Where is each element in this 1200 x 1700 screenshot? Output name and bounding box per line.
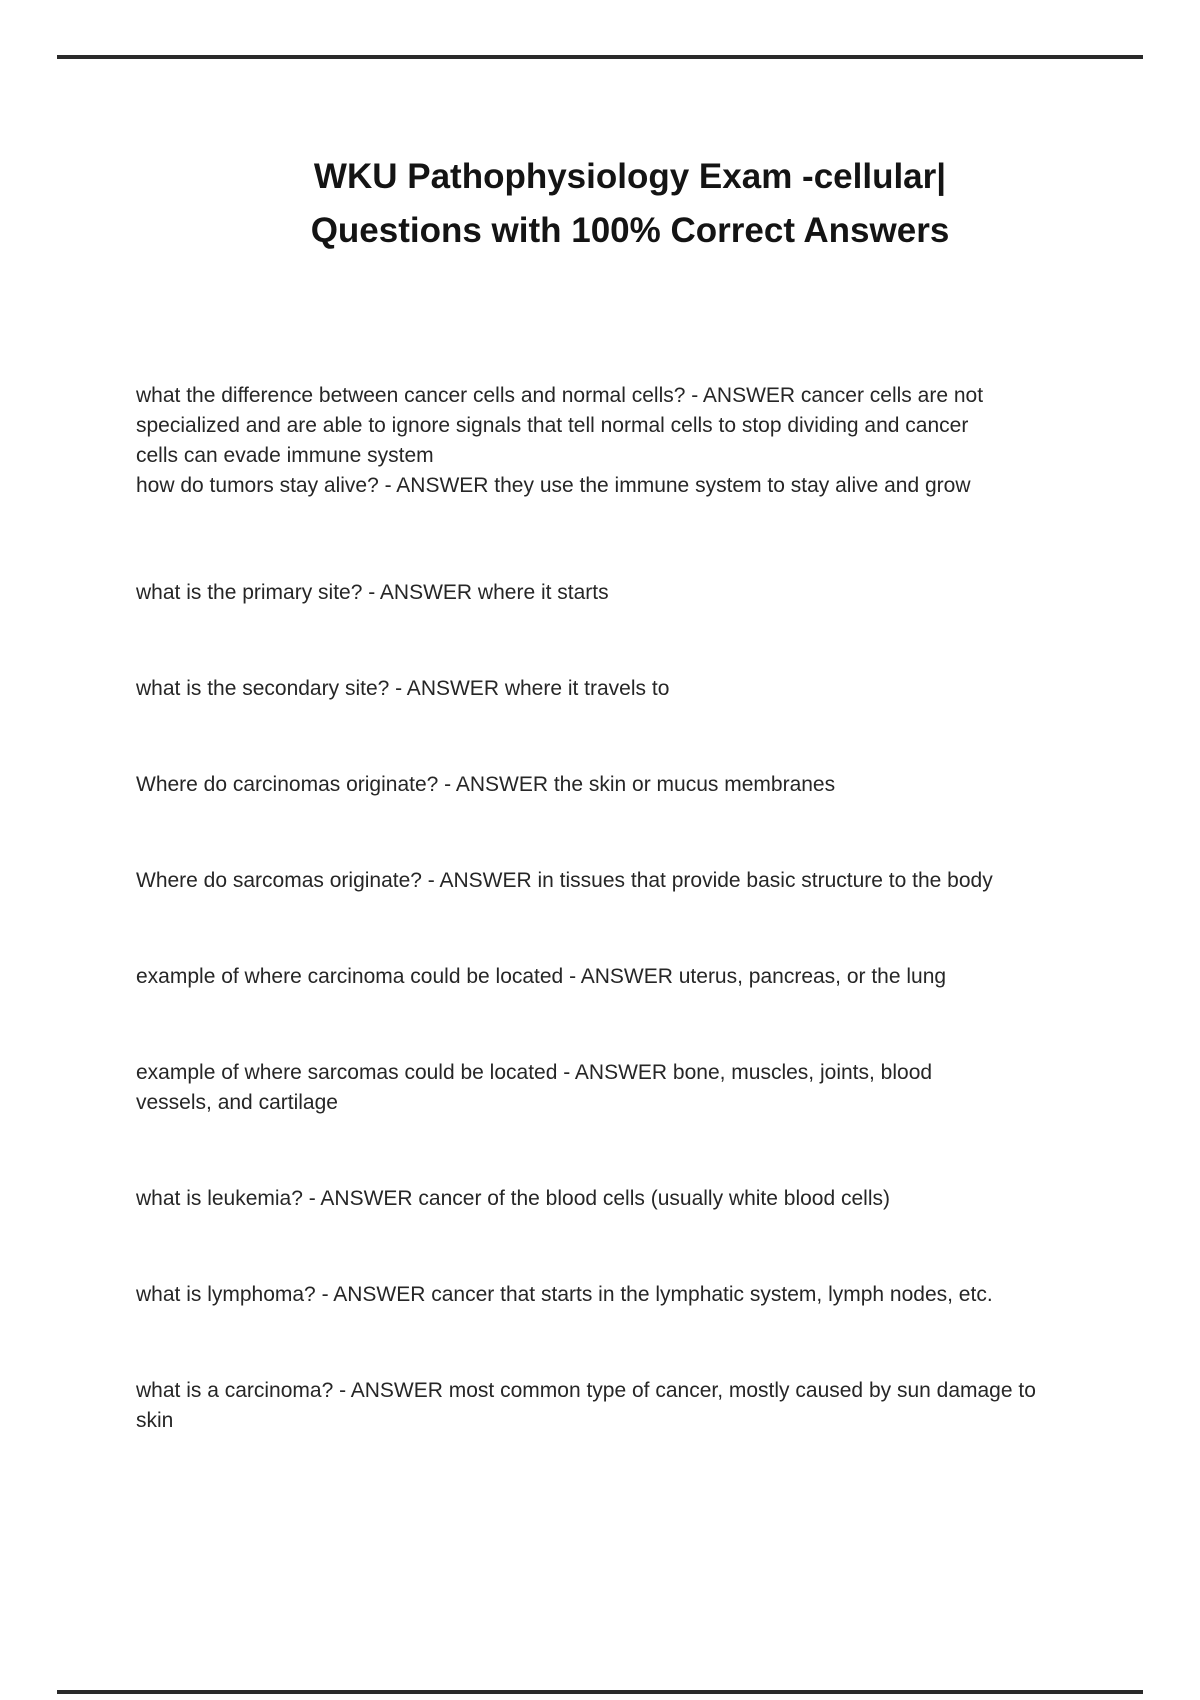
qa-item-sarcoma-location-example: example of where sarcomas could be located - ANSWER bone, muscles, joints, blood vessels, and cartilage [136,1061,933,1114]
qa-item-secondary-site: what is the secondary site? - ANSWER where it travels to [136,677,670,700]
qa-item-sarcomas-originate: Where do sarcomas originate? - ANSWER in tissues that provide basic structure to the body [136,869,993,892]
qa-item-carcinoma-definition: what is a carcinoma? - ANSWER most common type of cancer, mostly caused by sun damage to skin [136,1379,1036,1432]
qa-item-tumors-stay-alive: how do tumors stay alive? - ANSWER they use the immune system to stay alive and grow [136,474,971,497]
qa-item-cancer-vs-normal-cells: what the difference between cancer cells and normal cells? - ANSWER cancer cells are not specialized and are able to ignore signals that tell normal cells to stop dividing and cancer cells can evade immune system [136,384,984,467]
qa-item-lymphoma-definition: what is lymphoma? - ANSWER cancer that starts in the lymphatic system, lymph nodes, etc. [136,1283,993,1306]
qa-item-carcinomas-originate: Where do carcinomas originate? - ANSWER the skin or mucus membranes [136,773,836,796]
document-title-line-1: WKU Pathophysiology Exam -cellular| [313,157,947,196]
qa-item-primary-site: what is the primary site? - ANSWER where it starts [136,581,609,604]
qa-item-leukemia-definition: what is leukemia? - ANSWER cancer of the blood cells (usually white blood cells) [136,1187,891,1210]
bottom-border-rule [57,1690,1143,1694]
document-title [60,150,1200,258]
top-border-rule [57,55,1143,59]
qa-list [136,381,1086,1502]
qa-item-carcinoma-location-example: example of where carcinoma could be located - ANSWER uterus, pancreas, or the lung [136,965,947,988]
document-title-line-2: Questions with 100% Correct Answers [310,211,950,250]
